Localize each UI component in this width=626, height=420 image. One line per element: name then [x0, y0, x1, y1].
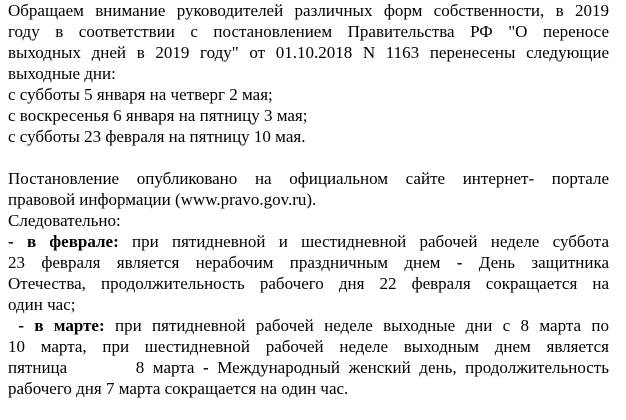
holiday-transfer-paragraph	[8, 0, 609, 147]
text-line: с субботы 5 января на четверг 2 мая;	[8, 85, 273, 104]
text-line	[8, 231, 609, 252]
text-line: рабочего дня 7 марта сокращается на один час.	[8, 379, 349, 398]
list-dash: -	[8, 232, 27, 251]
text-line: с субботы 23 февраля на пятницу 10 мая.	[8, 127, 306, 146]
text-line: Обращаем внимание руководителей различных форм собственности, в 2019	[8, 1, 609, 20]
february-heading: в феврале:	[26, 232, 119, 251]
march-paragraph	[8, 315, 609, 399]
february-paragraph	[8, 231, 609, 315]
text-line	[8, 357, 609, 378]
text-line	[8, 252, 609, 273]
text-line: выходных дней в 2019 году" от 01.10.2018 N 1163 перенесены следующие	[8, 43, 609, 62]
text-line: Следовательно:	[8, 211, 121, 230]
bold-dash: -	[456, 253, 463, 272]
text-line: один час;	[8, 295, 76, 314]
text-span: при пятидневной и шестидневной рабочей неделе суббота	[118, 232, 609, 251]
text-line: Постановление опубликовано на официальном сайте интернет- портале	[8, 169, 609, 188]
text-line: выходные дни:	[8, 64, 116, 83]
march-heading: в марте:	[34, 316, 105, 335]
text-span: Международный женский день, продолжительность	[208, 358, 609, 377]
text-line: году в соответствии с постановлением Правительства РФ "О переносе	[8, 22, 609, 41]
paragraph-spacer	[8, 147, 609, 168]
publication-paragraph	[8, 168, 609, 231]
text-line: 10 марта, при шестидневной рабочей неделе выходным днем является	[8, 337, 609, 356]
text-span: День защитника	[462, 253, 609, 272]
bold-dash: -	[203, 358, 209, 377]
list-dash: -	[8, 316, 35, 335]
document-body	[8, 0, 609, 399]
text-line: Отечества, продолжительность рабочего дня 22 февраля сокращается на	[8, 274, 609, 293]
text-line	[8, 315, 609, 336]
text-line: правовой информации (www.pravo.gov.ru).	[8, 190, 317, 209]
text-span: при пятидневной рабочей неделе выходные дни с 8 марта по	[104, 316, 609, 335]
text-span: 23 февраля является нерабочим праздничным днем	[8, 253, 457, 272]
text-line: с воскресенья 6 января на пятницу 3 мая;	[8, 106, 308, 125]
text-span: пятница 8 марта	[8, 358, 204, 377]
